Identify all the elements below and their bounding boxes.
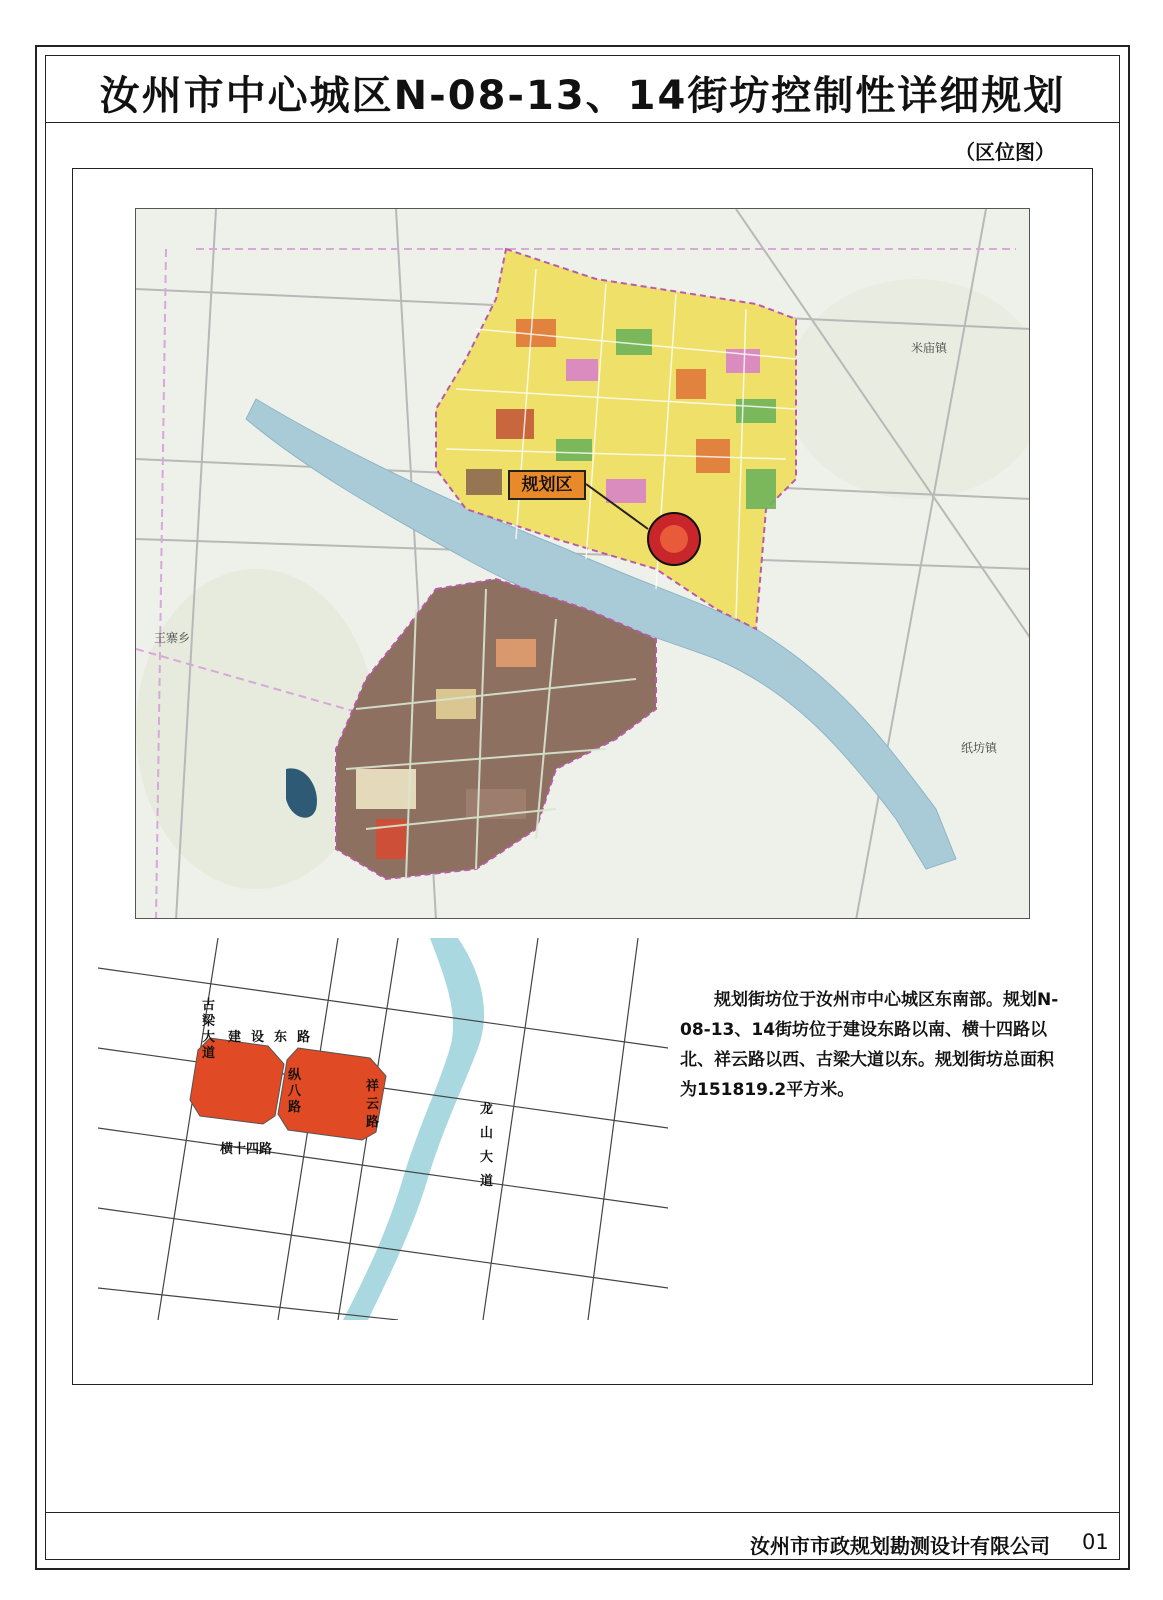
company-name: 汝州市市政规划勘测设计有限公司 xyxy=(750,1534,1050,1558)
title-divider xyxy=(45,122,1120,123)
mimiao-town-label: 米庙镇 xyxy=(911,341,948,355)
road-label-guliang: 古梁大道 xyxy=(202,998,216,1061)
road-label-jianshe-east: 建设东路 xyxy=(228,1030,321,1045)
zhifang-town-label: 纸坊镇 xyxy=(961,741,998,755)
road-label-heng-14: 横十四路 xyxy=(220,1142,273,1157)
location-map-graphic xyxy=(136,209,1030,919)
detail-map xyxy=(98,938,668,1320)
site-description: 规划街坊位于汝州市中心城区东南部。规划N-08-13、14街坊位于建设东路以南、横十四路以北、祥云路以西、古梁大道以东。规划街坊总面积为151819.2平方米。 xyxy=(680,990,1059,1100)
location-map xyxy=(135,208,1030,919)
road-label-zong-ba: 纵八路 xyxy=(288,1068,302,1115)
detail-map-graphic xyxy=(98,938,668,1320)
wangzhai-town-label: 王寨乡 xyxy=(154,631,191,645)
road-label-longshan: 龙山大道 xyxy=(480,1102,494,1189)
page-number: 01 xyxy=(1082,1530,1109,1554)
planning-area-marker xyxy=(648,513,700,565)
page-subtitle: （区位图） xyxy=(955,140,1055,164)
footer-divider xyxy=(45,1512,1120,1513)
road-label-xiangyun: 祥云路 xyxy=(366,1079,380,1130)
planning-area-callout: 规划区 xyxy=(508,470,586,500)
page-title: 汝州市中心城区N-08-13、14街坊控制性详细规划 xyxy=(99,73,1066,119)
